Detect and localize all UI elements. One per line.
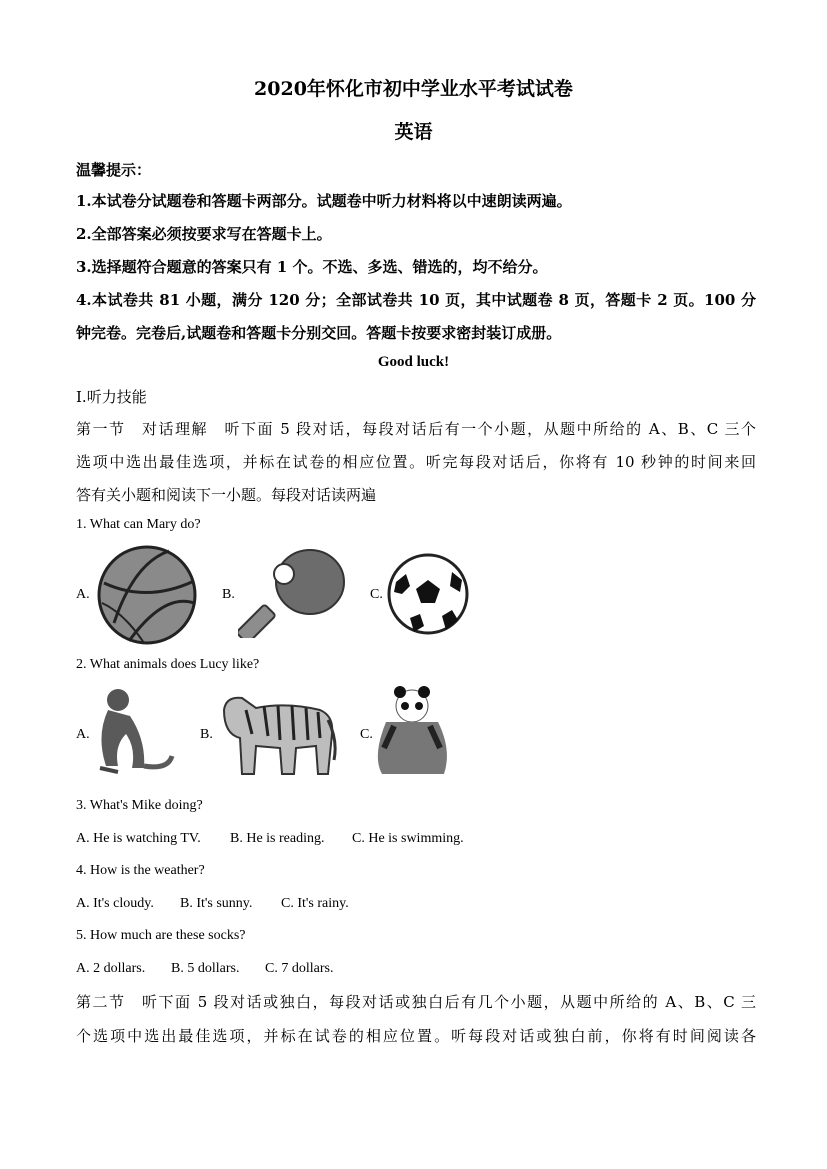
part1-intro: 第一节 对话理解 听下面 5 段对话，每段对话后有一个小题，从题中所给的 A、B、C 三个 [76,420,756,438]
option-b-label: B. [222,587,235,602]
option-c-label: C. [360,727,373,742]
monkey-icon [88,686,176,778]
question-5: 5. How much are these socks? [76,928,246,943]
soccer-ball-icon [386,552,470,636]
section-title: I.听力技能 [76,388,147,406]
notice-item: 4.本试卷共 81 小题，满分 120 分；全部试卷共 10 页，其中试题卷 8 页，答题卡 2 页。100 分 [76,291,756,309]
part2-intro: 个选项中选出最佳选项，并标在试卷的相应位置。听每段对话或独白前，你将有时间阅读各 [76,1027,756,1045]
notice-item: 1.本试卷分试题卷和答题卡两部分。试题卷中听力材料将以中速朗读两遍。 [76,192,572,210]
option-b: B. 5 dollars. [171,961,240,976]
question-4: 4. How is the weather? [76,863,205,878]
ping-pong-paddle-icon [238,546,348,638]
question-1: 1. What can Mary do? [76,517,201,532]
option-a: A. 2 dollars. [76,961,146,976]
part1-intro: 答有关小题和阅读下一小题。每段对话读两遍 [76,486,377,504]
question-3: 3. What's Mike doing? [76,798,203,813]
option-b-label: B. [200,727,213,742]
tiger-icon [216,690,338,778]
option-c: C. He is swimming. [352,831,464,846]
option-b: B. He is reading. [230,831,325,846]
option-a-label: A. [76,587,90,602]
option-a: A. It's cloudy. [76,896,154,911]
part1-intro: 选项中选出最佳选项，并标在试卷的相应位置。听完每段对话后，你将有 10 秒钟的时间来回 [76,453,756,471]
question-2: 2. What animals does Lucy like? [76,657,260,672]
option-a: A. He is watching TV. [76,831,201,846]
notice-item: 3.选择题符合题意的答案只有 1 个。不选、多选、错选的，均不给分。 [76,258,548,276]
notice-heading: 温馨提示： [76,161,152,179]
good-luck: Good luck! [377,354,450,370]
option-a-label: A. [76,727,90,742]
notice-item: 钟完卷。完卷后,试题卷和答题卡分别交回。答题卡按要求密封装订成册。 [76,324,562,342]
option-b: B. It's sunny. [180,896,253,911]
option-c-label: C. [370,587,383,602]
exam-title: 2020年怀化市初中学业水平考试试卷 [254,78,573,100]
basketball-icon [94,543,200,647]
notice-item: 2.全部答案必须按要求写在答题卡上。 [76,225,332,243]
option-c: C. 7 dollars. [265,961,334,976]
option-c: C. It's rainy. [281,896,349,911]
panda-icon [372,686,452,778]
subject-title: 英语 [394,121,433,143]
part2-intro: 第二节 听下面 5 段对话或独白，每段对话或独白后有几个小题，从题中所给的 A、B、C 三 [76,993,756,1011]
